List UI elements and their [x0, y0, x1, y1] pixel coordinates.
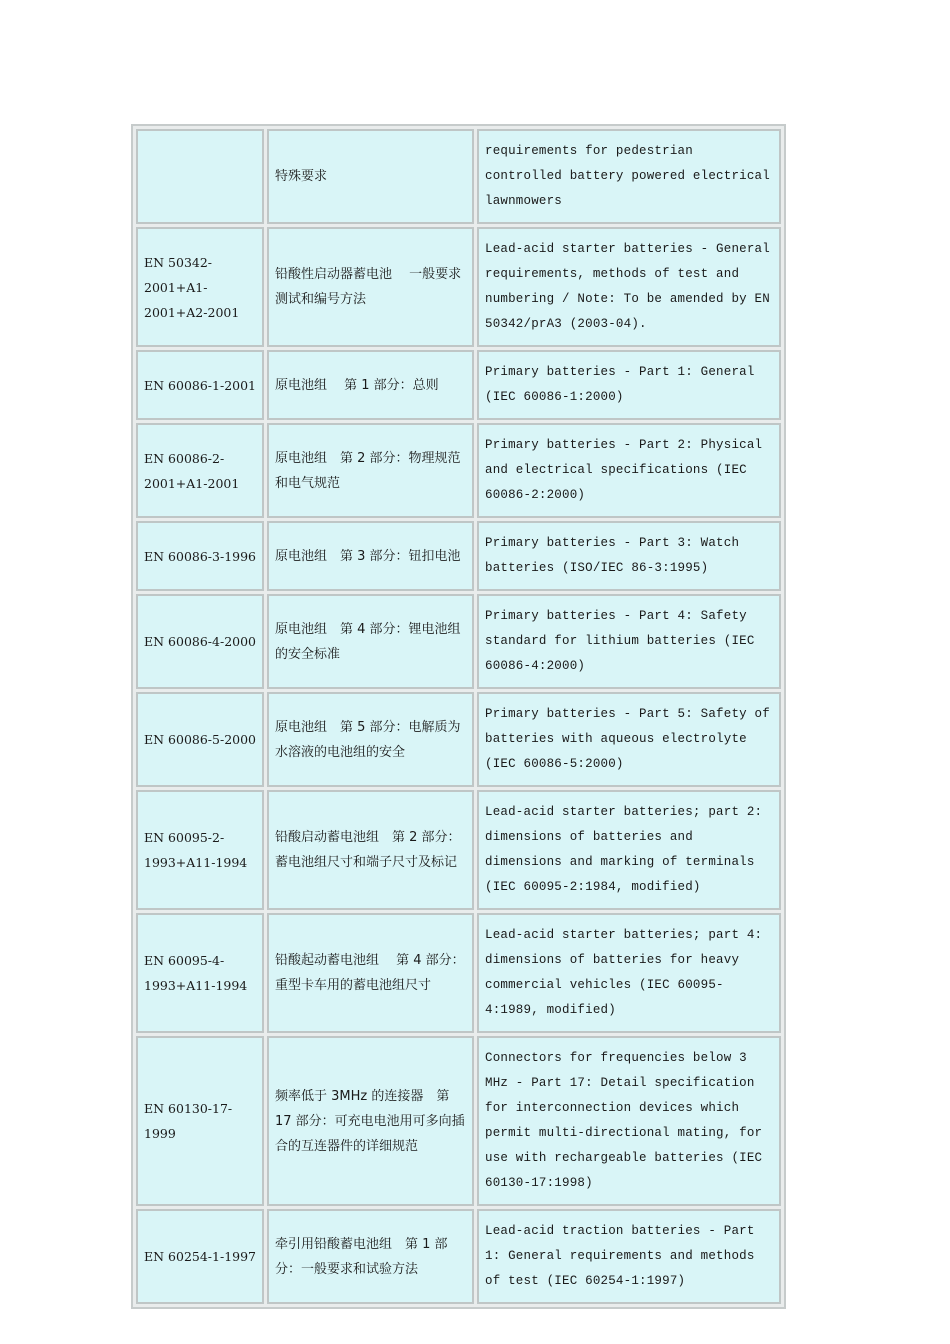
standard-code: EN 60086-1-2001 — [144, 377, 257, 393]
standard-code-cell — [136, 913, 264, 1033]
english-title-cell — [477, 790, 781, 910]
standard-code-cell — [136, 1036, 264, 1206]
english-title-cell — [477, 423, 781, 518]
chinese-title-cell — [267, 1036, 474, 1206]
table-row — [136, 350, 781, 420]
english-title: Primary batteries - Part 2: Physical and electrical specifications (IEC 60086-2:2000) — [485, 438, 770, 502]
table-row — [136, 423, 781, 518]
standard-code: EN 60254-1-1997 — [144, 1249, 257, 1264]
english-title-cell — [477, 913, 781, 1033]
table-row — [136, 692, 781, 787]
english-title-cell — [477, 692, 781, 787]
chinese-title: 特殊要求 — [275, 169, 328, 184]
standard-code-cell — [136, 423, 264, 518]
chinese-title: 原电池组 第 4 部分：锂电池组的安全标准 — [275, 621, 461, 662]
chinese-title: 原电池组 第 1 部分：总则 — [275, 377, 439, 393]
chinese-title-cell — [267, 350, 474, 420]
chinese-title: 牵引用铅酸蓄电池组 第 1 部分：一般要求和试验方法 — [275, 1236, 448, 1277]
table-row — [136, 594, 781, 689]
chinese-title-cell — [267, 594, 474, 689]
english-title-cell — [477, 129, 781, 224]
english-title-cell — [477, 227, 781, 347]
table-row — [136, 227, 781, 347]
chinese-title-cell — [267, 1209, 474, 1304]
table-row — [136, 913, 781, 1033]
standard-code-cell — [136, 521, 264, 591]
table-row — [136, 1209, 781, 1304]
standards-table — [131, 124, 786, 1309]
table-row — [136, 521, 781, 591]
standard-code: EN 60095-2-1993+A11-1994 — [144, 830, 248, 870]
english-title-cell — [477, 1209, 781, 1304]
english-title-cell — [477, 594, 781, 689]
standard-code-cell — [136, 594, 264, 689]
chinese-title: 铅酸启动蓄电池组 第 2 部分：蓄电池组尺寸和端子尺寸及标记 — [275, 830, 461, 870]
chinese-title-cell — [267, 521, 474, 591]
chinese-title-cell — [267, 913, 474, 1033]
english-title: requirements for pedestrian controlled battery powered electrical lawnmowers — [485, 144, 778, 208]
standard-code: EN 60130-17-1999 — [144, 1101, 233, 1141]
english-title: Lead-acid starter batteries - General requirements, methods of test and numbering / Note: To be amended by EN 50342/prA3 (2003-04). — [485, 242, 778, 331]
standard-code: EN 50342-2001+A1-2001+A2-2001 — [144, 254, 240, 320]
standard-code: EN 60086-5-2000 — [144, 732, 257, 747]
chinese-title: 原电池组 第 2 部分：物理规范和电气规范 — [275, 450, 461, 491]
standard-code-cell — [136, 129, 264, 224]
table-row — [136, 129, 781, 224]
chinese-title-cell — [267, 423, 474, 518]
english-title: Lead-acid traction batteries - Part 1: General requirements and methods of test (IEC 60254-1:1997) — [485, 1224, 763, 1288]
english-title: Primary batteries - Part 5: Safety of batteries with aqueous electrolyte (IEC 60086-5:2000) — [485, 707, 778, 771]
standard-code-cell — [136, 790, 264, 910]
english-title-cell — [477, 521, 781, 591]
table-body — [136, 129, 781, 1304]
chinese-title: 铅酸起动蓄电池组 第 4 部分：重型卡车用的蓄电池组尺寸 — [275, 953, 465, 993]
chinese-title: 频率低于 3MHz 的连接器 第 17 部分：可充电电池用可多向插合的互连器件的详细规范 — [275, 1088, 465, 1154]
standard-code: EN 60086-4-2000 — [144, 634, 257, 649]
english-title-cell — [477, 350, 781, 420]
standard-code: EN 60086-2-2001+A1-2001 — [144, 450, 240, 491]
english-title: Lead-acid starter batteries; part 4: dimensions of batteries for heavy commercial vehicles (IEC 60095-4:1989, modified) — [485, 928, 770, 1017]
chinese-title: 原电池组 第 5 部分：电解质为水溶液的电池组的安全 — [275, 719, 461, 760]
english-title-cell — [477, 1036, 781, 1206]
standard-code: EN 60086-3-1996 — [144, 548, 257, 564]
standard-code-cell — [136, 1209, 264, 1304]
chinese-title-cell — [267, 790, 474, 910]
english-title: Primary batteries - Part 1: General (IEC 60086-1:2000) — [485, 365, 763, 404]
chinese-title-cell — [267, 692, 474, 787]
standard-code-cell — [136, 692, 264, 787]
table-row — [136, 1036, 781, 1206]
standard-code-cell — [136, 350, 264, 420]
english-title: Connectors for frequencies below 3 MHz - Part 17: Detail specification for interconnection devices which permit multi-directional mating, for use with rechargeable batteries (IEC 60130-17:1998) — [485, 1051, 770, 1190]
standard-code-cell — [136, 227, 264, 347]
chinese-title-cell — [267, 227, 474, 347]
standard-code: EN 60095-4-1993+A11-1994 — [144, 953, 248, 993]
english-title: Primary batteries - Part 3: Watch batteries (ISO/IEC 86-3:1995) — [485, 536, 747, 575]
chinese-title: 原电池组 第 3 部分：钮扣电池 — [275, 548, 461, 564]
chinese-title: 铅酸性启动器蓄电池 一般要求 测试和编号方法 — [275, 267, 475, 307]
english-title: Primary batteries - Part 4: Safety standard for lithium batteries (IEC 60086-4:2000) — [485, 609, 763, 673]
table-row — [136, 790, 781, 910]
english-title: Lead-acid starter batteries; part 2: dimensions of batteries and dimensions and marking of terminals (IEC 60095-2:1984, modified) — [485, 805, 770, 894]
chinese-title-cell — [267, 129, 474, 224]
